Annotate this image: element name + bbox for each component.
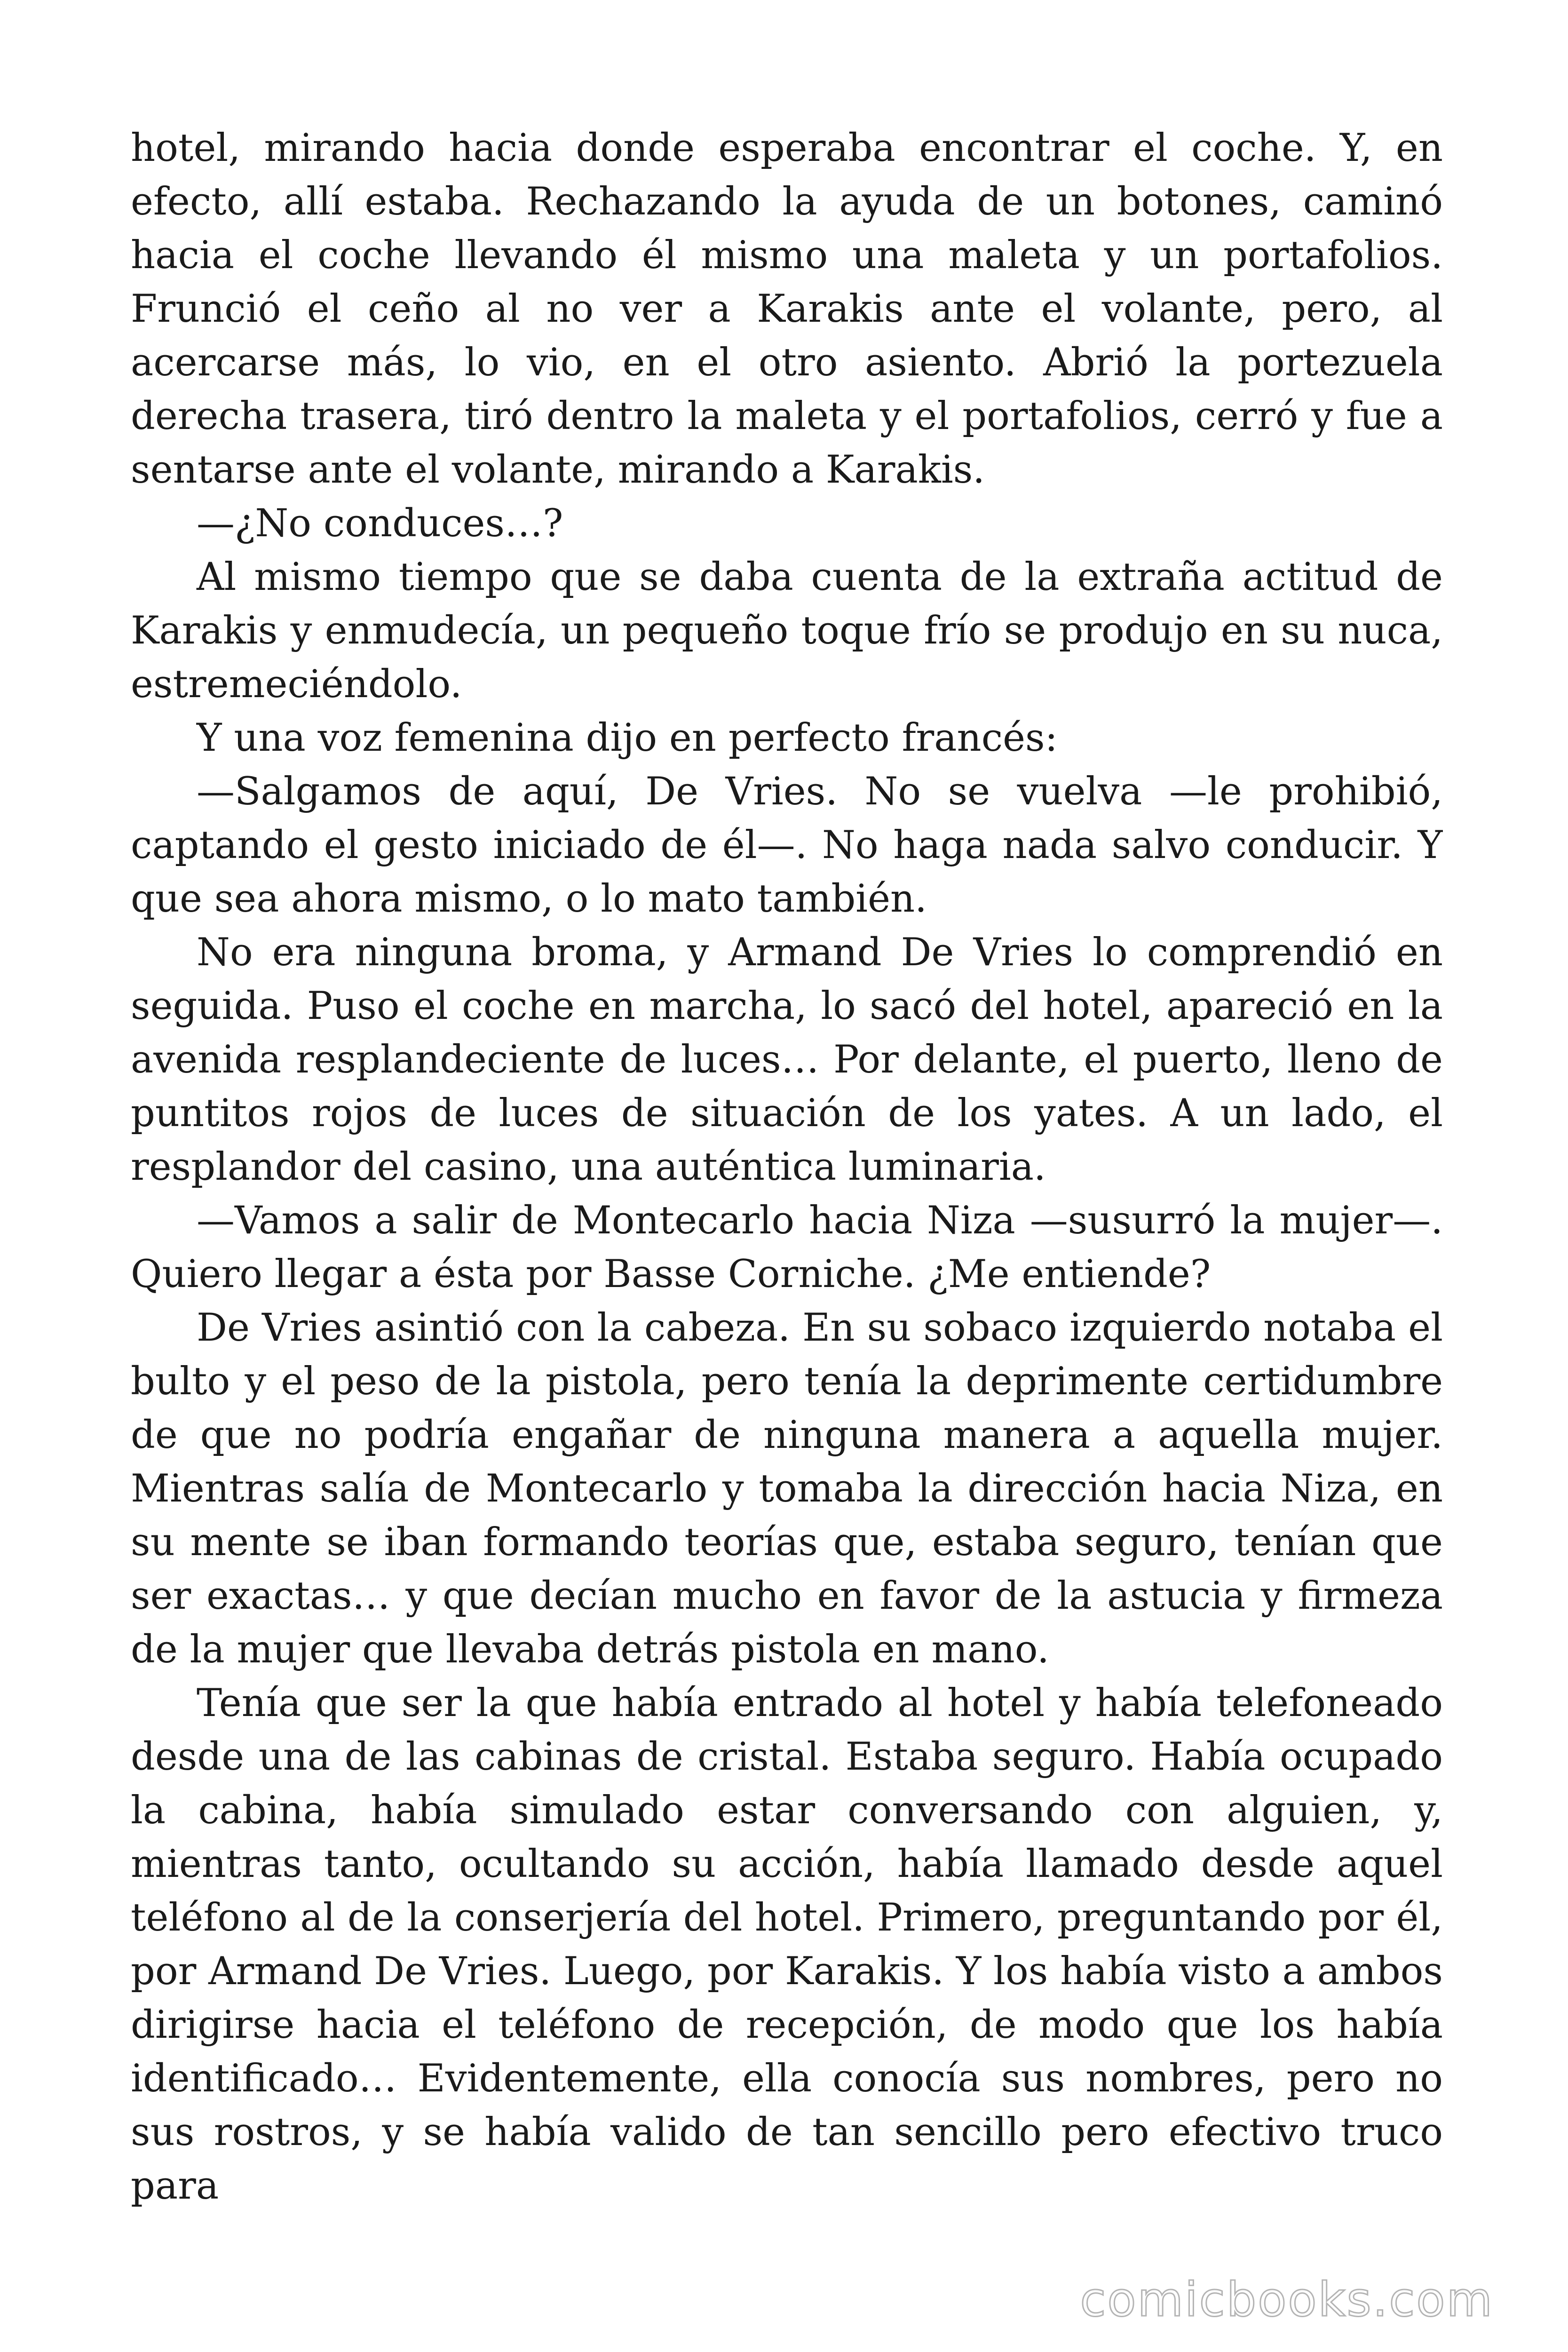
paragraph-5: —Salgamos de aquí, De Vries. No se vuelva —le prohibió, captando el gesto iniciado de él—. No haga nada salvo conducir. Y que sea ahora mismo, o lo mato también. (131, 770, 1443, 921)
paragraph-1: hotel, mirando hacia donde esperaba encontrar el coche. Y, en efecto, allí estaba. Rechazando la ayuda de un botones, caminó hacia el coche llevando él mismo una maleta y un portafolios. Frunció el ceño al no ver a Karakis ante el volante, pero, al acercarse más, lo vio, en el otro asiento. Abrió la portezuela derecha trasera, tiró dentro la maleta y el portafolios, cerró y fue a sentarse ante el volante, mirando a Karakis. (131, 126, 1443, 492)
book-page (131, 121, 1443, 2248)
watermark: comicbooks.com (1080, 2272, 1494, 2327)
paragraph-9: Tenía que ser la que había entrado al hotel y había telefoneado desde una de las cabinas de cristal. Estaba seguro. Había ocupado la cabina, había simulado estar conversando con alguien, y, mientras tanto, ocultando su acción, había llamado desde aquel teléfono al de la conserjería del hotel. Primero, preguntando por él, por Armand De Vries. Luego, por Karakis. Y los había visto a ambos dirigirse hacia el teléfono de recepción, de modo que los había identificado… Evidentemente, ella conocía sus nombres, pero no sus rostros, y se había valido de tan sencillo pero efectivo truco para (131, 1681, 1443, 2208)
paragraph-4: Y una voz femenina dijo en perfecto francés: (197, 716, 1058, 760)
paragraph-7: —Vamos a salir de Montecarlo hacia Niza —susurró la mujer—. Quiero llegar a ésta por Basse Corniche. ¿Me entiende? (131, 1199, 1443, 1296)
paragraph-2: —¿No conduces…? (197, 501, 563, 546)
page-text (131, 121, 1443, 2213)
paragraph-8: De Vries asintió con la cabeza. En su sobaco izquierdo notaba el bulto y el peso de la pistola, pero tenía la deprimente certidumbre de que no podría engañar de ninguna manera a aquella mujer. Mientras salía de Montecarlo y tomaba la dirección hacia Niza, en su mente se iban formando teorías que, estaba seguro, tenían que ser exactas… y que decían mucho en favor de la astucia y firmeza de la mujer que llevaba detrás pistola en mano. (131, 1306, 1443, 1672)
paragraph-3: Al mismo tiempo que se daba cuenta de la extraña actitud de Karakis y enmudecía, un pequeño toque frío se produjo en su nuca, estremeciéndolo. (131, 555, 1443, 707)
paragraph-6: No era ninguna broma, y Armand De Vries lo comprendió en seguida. Puso el coche en marcha, lo sacó del hotel, apareció en la avenida resplandeciente de luces… Por delante, el puerto, lleno de puntitos rojos de luces de situación de los yates. A un lado, el resplandor del casino, una auténtica luminaria. (131, 930, 1443, 1189)
